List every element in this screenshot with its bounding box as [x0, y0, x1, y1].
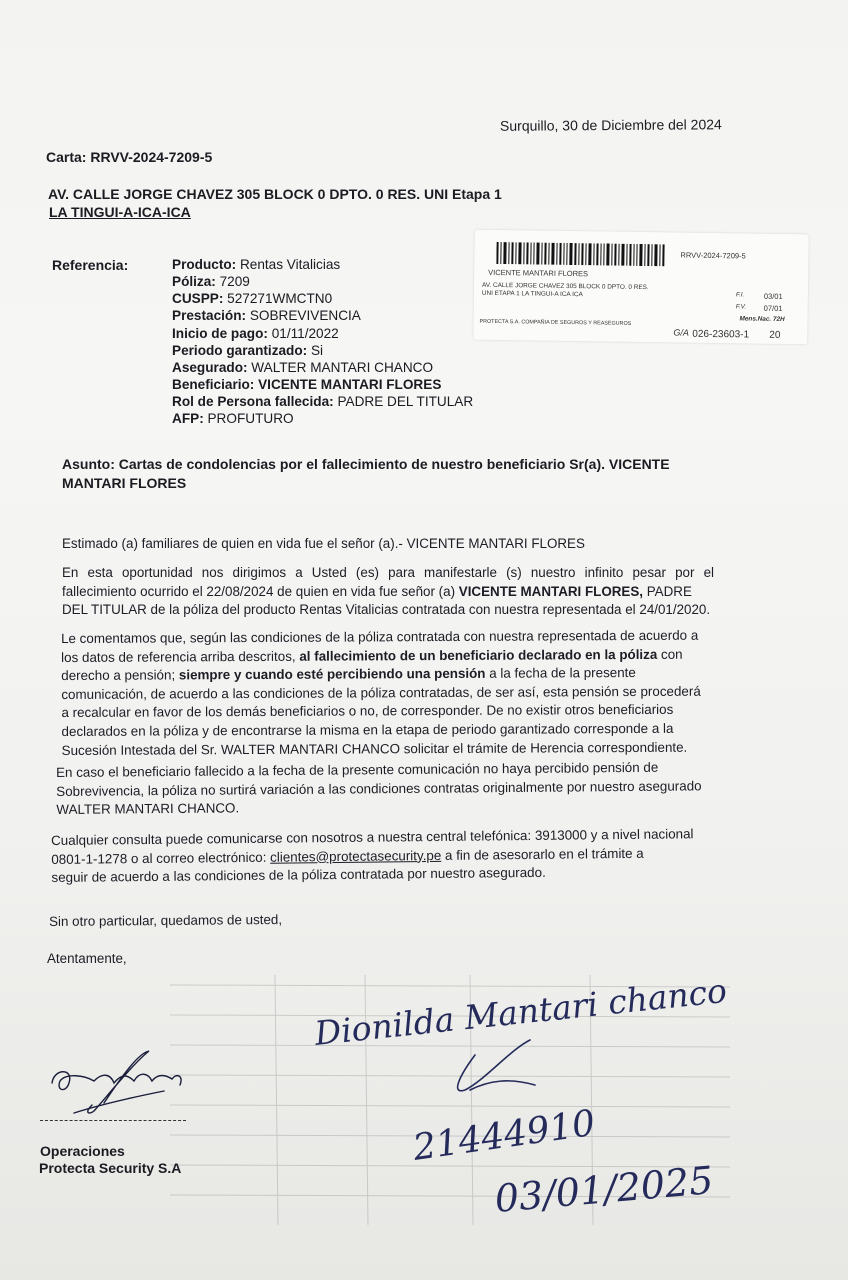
- sticker-fi-label: F.I.: [735, 291, 745, 299]
- sticker-address-1: AV. CALLE JORGE CHAVEZ 305 BLOCK 0 DPTO. 0 RES.: [481, 281, 649, 292]
- svg-text:Angélica Jiménez Ñato: Angélica Jiménez Ñato: [44, 1043, 55, 1044]
- sticker-fi-value: 03/01: [763, 291, 783, 301]
- sticker-ga-label: G/A: [673, 327, 689, 338]
- address-line-2: LA TINGUI-A-ICA-ICA: [49, 204, 191, 220]
- paragraph-conditions: Le comentamos que, según las condiciones de la póliza contratada con nuestra representada de acuerdo a los datos de referencia arriba descritos, al fallecimiento de un beneficiario declarado en la póliza con derecho a pensión; siempre y cuando esté percibiendo una pensión a la fecha de la presente comunicación, de acuerdo a las condiciones de la póliza contratadas, de ser así, esta pensión se procederá a recalcular en favor de los demás beneficiarios o no, de corresponder. De no existir otros beneficiarios declarados en la póliza y de encontrarse la misma en la etapa de periodo garantizado corresponde a la Sucesión Intestada del Sr. WALTER MANTARI CHANCO solicitar el trámite de Herencia correspondiente.: [61, 627, 701, 758]
- ref-benefit: Prestación: SOBREVIVENCIA: [172, 308, 361, 323]
- ref-beneficiary: Beneficiario: VICENTE MANTARI FLORES: [172, 377, 442, 392]
- ref-deceased-role: Rol de Persona fallecida: PADRE DEL TITULAR: [172, 394, 474, 409]
- greeting: Estimado (a) familiares de quien en vida fue el señor (a).- VICENTE MANTARI FLORES: [62, 536, 585, 551]
- handwritten-name: Dionilda Mantari chanco: [312, 970, 729, 1053]
- ref-cuspp: CUSPP: 527271WMCTN0: [172, 291, 333, 306]
- paragraph-contact: Cualquier consulta puede comunicarse con nosotros a nuestra central telefónica: 3913000 y a nivel nacional 0801-1-1278 o al correo electrónico: clientes@protectasecurity.pe a fin de asesorarlo en el trámite a seguir de acuerdo a las condiciones de la póliza contratada por nuestro asegurado.: [51, 826, 694, 886]
- paragraph-condolence: En esta oportunidad nos dirigimos a Usted (es) para manifestarle (s) nuestro infinito pesar por el fallecimiento ocurrido el 22/08/2024 de quien en vida fue señor (a) VICENTE MANTARI FLORES, PADRE DEL TITULAR de la póliza del producto Rentas Vitalicias contratada con nuestra representada el 24/01/2020.: [62, 565, 714, 618]
- contact-email-link[interactable]: clientes@protectasecurity.pe: [270, 847, 442, 865]
- signer-company: Protecta Security S.A: [39, 1160, 182, 1176]
- ref-policy: Póliza: 7209: [172, 274, 250, 289]
- sticker-name: VICENTE MANTARI FLORES: [488, 267, 589, 279]
- ref-guaranteed-period: Periodo garantizado: Si: [172, 343, 324, 358]
- subject-line-2: MANTARI FLORES: [62, 475, 187, 491]
- sticker-address-2: UNI ETAPA 1 LA TINGUI-A ICA ICA: [481, 289, 583, 299]
- sticker-company: PROTECTA S.A. COMPAÑIA DE SEGUROS Y REASEGUROS: [479, 318, 632, 327]
- place-date: Surquillo, 30 de Diciembre del 2024: [499, 116, 722, 134]
- sticker-ga-value: 026-23603-1: [692, 328, 750, 341]
- paragraph-no-pension: En caso el beneficiario fallecido a la fecha de la presente comunicación no haya percibido pensión de Sobrevivencia, la póliza no surtirá variación a las condiciones contratas originalmente por nuestro asegurado WALTER MANTARI CHANCO.: [56, 759, 702, 818]
- handwritten-date: 03/01/2025: [492, 1158, 715, 1221]
- handwritten-annotations: [300, 970, 730, 1225]
- signer-department: Operaciones: [40, 1143, 125, 1159]
- sticker-delivery-note: Mens.Nac. 72H: [739, 315, 785, 324]
- ref-insured: Asegurado: WALTER MANTARI CHANCO: [172, 360, 434, 375]
- sign-off: Atentamente,: [47, 951, 127, 966]
- subject-line-1: Asunto: Cartas de condolencias por el fallecimiento de nuestro beneficiario Sr(a). VICENTE: [62, 456, 670, 472]
- company-signature: [44, 1043, 194, 1123]
- sticker-fv-label: F.V.: [735, 303, 747, 311]
- ref-afp: AFP: PROFUTURO: [172, 411, 294, 426]
- address-line-1: AV. CALLE JORGE CHAVEZ 305 BLOCK 0 DPTO. 0 RES. UNI Etapa 1: [48, 186, 502, 202]
- ref-product: Producto: Rentas Vitalicias: [172, 257, 341, 272]
- sticker-code: RRVV-2024-7209-5: [680, 250, 746, 261]
- signature-line: [40, 1120, 186, 1121]
- closing-line: Sin otro particular, quedamos de usted,: [49, 911, 283, 929]
- handwritten-dni: 21444910: [410, 1102, 598, 1169]
- mailing-label-sticker: [473, 230, 809, 345]
- reference-label: Referencia:: [52, 257, 129, 273]
- sticker-fv-value: 07/01: [763, 303, 783, 313]
- barcode-icon: [496, 242, 666, 266]
- letter-number: Carta: RRVV-2024-7209-5: [46, 149, 213, 165]
- ref-payment-start: Inicio de pago: 01/11/2022: [172, 326, 339, 341]
- sticker-ga-number: 20: [769, 329, 781, 341]
